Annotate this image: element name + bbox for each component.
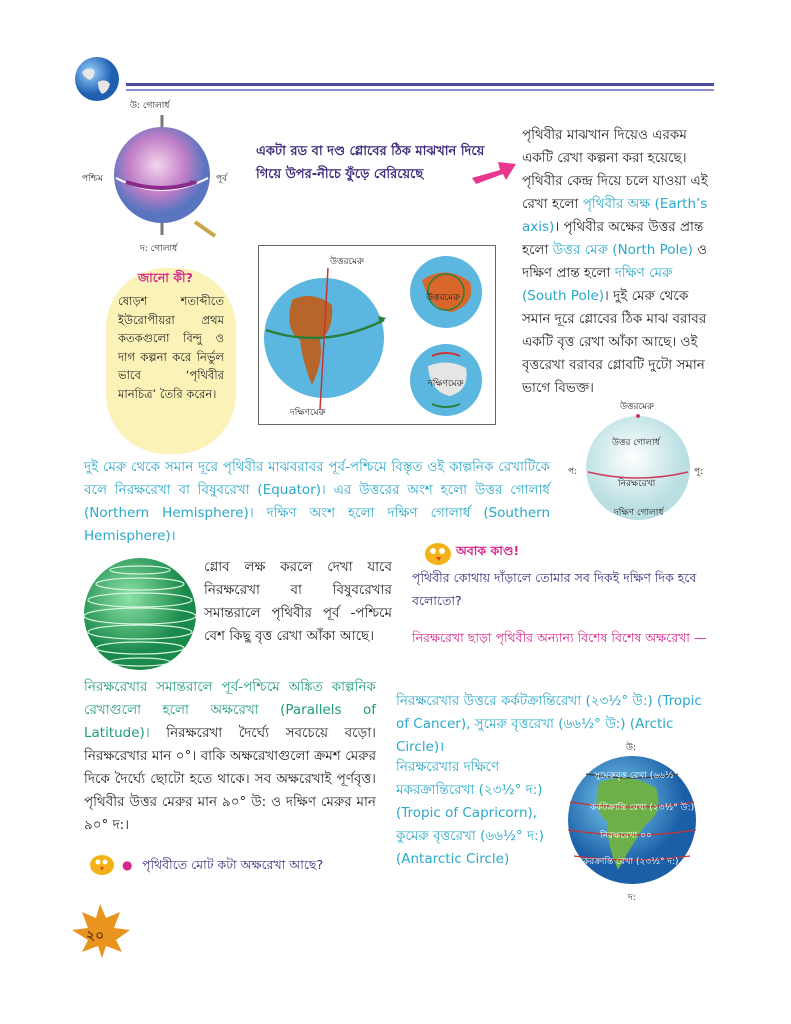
rod-globe-illustration [100,110,230,245]
header-rule-2 [126,89,714,91]
wonder-body: পৃথিবীর কোথায় দাঁড়ালে তোমার সব দিকই দক্ষিণ দিক হবে বলোতো? [412,570,697,608]
rod-caption: একটা রড বা দণ্ড গ্লোবের ঠিক মাঝখান দিয়ে গিয়ে উপর-নীচে ফুঁড়ে বেরিয়েছে [256,144,485,182]
north-pole-term: উত্তর মেরু (North Pole) [552,242,693,258]
axis-text-4: । দুই মেরু থেকে সমান দূরে গ্লোবের ঠিক মাঝ বরাবর একটি বৃত্ত রেখা আঁকা আছে। ওই বৃত্তরেখা বরাবর গ্লোবটি দুটো সমান ভাগে বিভক্ত। [522,288,707,396]
south-hemisphere-label: দ: গোলার্ধ [140,244,178,254]
latitude-definition-highlight: নিরক্ষরেখার সমান্তরালে পূর্ব-পশ্চিমে অঙ্কিত কাল্পনিক রেখাগুলো হলো অক্ষরেখা (Parallels of Latitude)। [84,679,376,741]
poles-north-label: উত্তরমেরু [330,257,364,267]
north-hemisphere-label: উ: গোলার্ধ [130,101,170,111]
wonder-title: অবাক কাণ্ড! [456,543,520,558]
wonder-chick-icon [422,540,454,566]
lat-north-label: উ: [626,743,637,753]
arctic-label: সুমেরুবৃত্ত রেখা (৬৬½° উ:) [594,771,695,781]
latitude-globe-illustration [82,556,198,672]
poles-north-inset-label: উত্তরমেরু [426,293,460,303]
latitude-definition-rest: নিরক্ষরেখা দৈর্ঘ্যে সবচেয়ে বড়ো। নিরক্ষরেখার মান ০°। বাকি অক্ষরেখাগুলো ক্রমশ মেরুর দিকে দৈর্ঘ্যে ছোটো হতে থাকে। সব অক্ষরেখাই পূর্ণবৃত্ত। পৃথিবীর উত্তর মেরুর মান ৯০° উ: ও দক্ষিণ মেরুর মান ৯০° দ:। [84,725,376,833]
east-label: পূর্ব [216,174,228,184]
axis-paragraph [522,124,714,400]
header-rule [126,83,714,86]
equator-paragraph: দুই মেরু থেকে সমান দূরে পৃথিবীর মাঝবরাবর পূর্ব-পশ্চিমে বিস্তৃত ওই কাল্পনিক রেখাটিকে বলে নিরক্ষরেখা বা বিষুবরেখা (Equator)। এর উত্তরের অংশ হলো উত্তর গোলার্ধ (Northern Hemisphere)। দক্ষিণ অংশ হলো দক্ষিণ গোলার্ধ (Southern Hemisphere)। [84,459,550,544]
question-bottom: পৃথিবীতে মোট কটা অক্ষরেখা আছে? [142,857,324,872]
capricorn-label: মকরক্রান্তি রেখা (২৩½° দ:) [578,857,679,867]
equator-zero-label: নিরক্ষরেখা ০০ [600,831,652,841]
hemi-north-label: উত্তর গোলার্ধ [612,438,660,448]
lat-south-label: দ: [628,893,636,903]
hemi-equator-label: নিরক্ষরেখা [618,479,656,489]
earth-axis-term: পৃথিবীর অক্ষ (Earth’s axis) [522,196,708,235]
did-you-know-title: জানো কী? [138,270,193,285]
poles-south-inset-label: দক্ষিণমেরু [428,379,464,389]
special-lat-south: নিরক্ষরেখার দক্ষিণে মকরক্রান্তিরেখা (২৩½° দ:) (Tropic of Capricorn), কুমেরু বৃত্তরেখা (৬৬½° দ:) (Antarctic Circle) [396,759,544,867]
special-lat-north: নিরক্ষরেখার উত্তরে কর্কটক্রান্তিরেখা (২৩½° উ:) (Tropic of Cancer), সুমেরু বৃত্তরেখা (৬৬½° উ:) (Arctic Circle)। [396,693,702,755]
did-you-know-body: ষোড়শ শতাব্দীতে ইউরোপীয়রা প্রথম কতকগুলো বিন্দু ও দাগ কল্পনা করে নির্ভুল ভাবে ‘পৃথিবীর মানচিত্র’ তৈরি করেন। [118,294,224,401]
globe-logo-icon [74,56,120,102]
chick-icon [88,852,116,876]
page-number: ২০ [86,928,105,944]
axis-text-3: ও দক্ষিণ প্রান্ত হলো [522,242,708,281]
hemi-east-label: পূ: [694,467,704,477]
pink-arrow-icon [470,152,518,186]
hemi-north-pole-label: উত্তরমেরু [620,402,654,412]
poles-south-label: দক্ষিণমেরু [290,408,326,418]
poles-illustration [262,250,492,420]
west-label: পশ্চিম [82,174,103,184]
latitude-intro: গ্লোব লক্ষ করলে দেখা যাবে নিরক্ষরেখা বা বিষুবরেখার সমান্তরালে পৃথিবীর পূর্ব -পশ্চিমে বেশ কিছু বৃত্ত রেখা আঁকা আছে। [204,559,392,644]
bullet-dot: ● [122,858,133,872]
hemi-west-label: প: [568,467,578,477]
latitude-definition [84,676,376,837]
south-pole-term: দক্ষিণ মেরু (South Pole) [522,265,673,304]
cancer-label: কর্কটক্রান্তি রেখা (২৩½° উ:) [590,803,695,813]
axis-text-1: পৃথিবীর মাঝখান দিয়েও এরকম একটি রেখা কল্পনা করা হয়েছে। পৃথিবীর কেন্দ্র দিয়ে চলে যাওয়া এই রেখা হলো [522,127,708,212]
hemi-south-label: দক্ষিণ গোলার্ধ [614,508,664,518]
special-lat-intro: নিরক্ষরেখা ছাড়া পৃথিবীর অন্যান্য বিশেষ বিশেষ অক্ষরেখা — [412,630,707,645]
axis-text-2: । পৃথিবীর অক্ষের উত্তর প্রান্ত হলো [522,219,704,258]
